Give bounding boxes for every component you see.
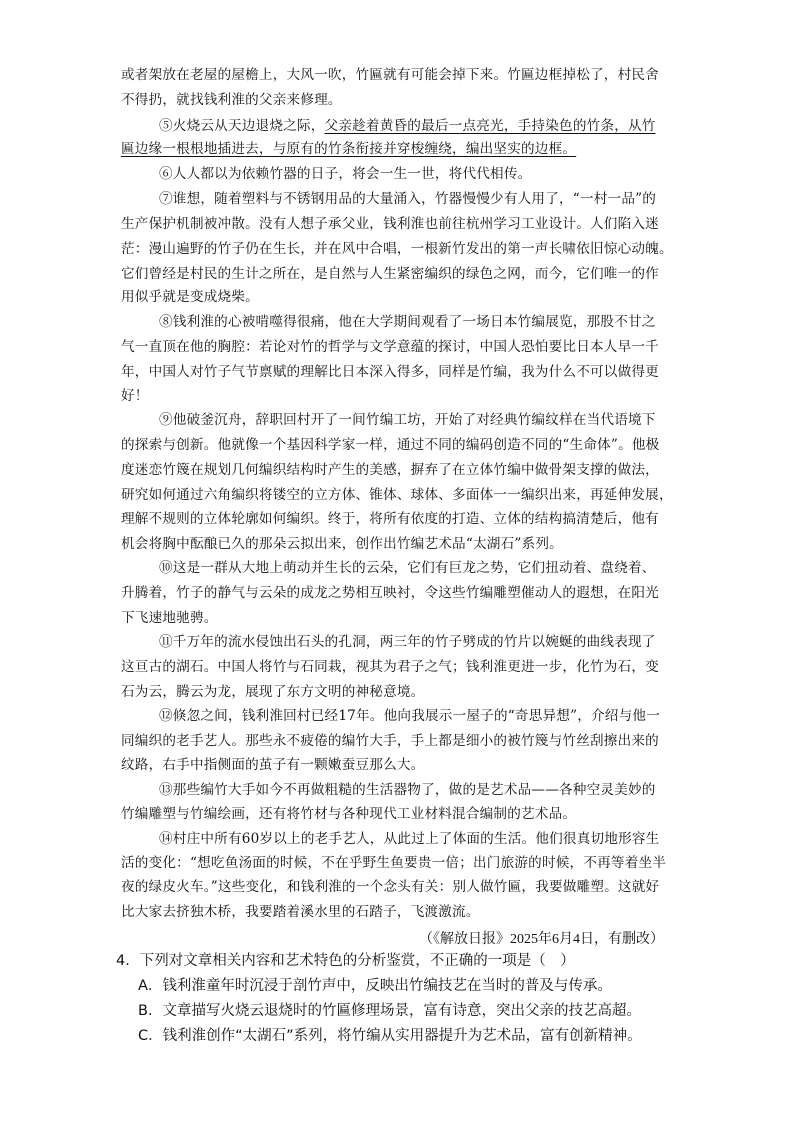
paragraph-line: 下飞速地驰骋。 — [121, 610, 218, 626]
paragraph-line: 理解不规则的立体轮廓如何编织。终于，将所有依度的打造、立体的结构搞清楚后，他有 — [121, 511, 659, 527]
paragraph-line: 竹编雕塑与竹编绘画，还有将竹材与各种现代工业材料混合编制的艺术品。 — [121, 806, 577, 822]
option-b[interactable]: B．文章描写火烧云退烧时的竹匾修理场景，富有诗意，突出父亲的技艺高超。 — [138, 1003, 641, 1019]
paragraph-line: 气一直顶在他的胸腔：若论对竹的哲学与文学意蕴的探讨，中国人恐怕要比日本人早一千 — [121, 339, 659, 355]
source-citation: （《解放日报》2025年6月4日，有删改） — [419, 932, 664, 947]
paragraph-10-line: ⑩这是一群从大地上萌动并生长的云朵，它们有巨龙之势，它们扭动着、盘绕着、 — [159, 560, 656, 576]
paragraph-14-line: ⑭村庄中所有60岁以上的老手艺人，从此过上了体面的生活。他们很真切地形容生 — [159, 831, 660, 847]
paragraph-line: 好！ — [121, 388, 149, 404]
paragraph-line: 夜的绿皮火车。”这些变化，和钱利淮的一个念头有关：别人做竹匾，我要做雕塑。这就好 — [121, 879, 660, 895]
underlined-text: 父亲趁着黄昏的最后一点亮光，手持染色的竹条，从竹 — [324, 118, 656, 134]
paragraph-9-line: ⑨他破釜沉舟，辞职回村开了一间竹编工坊，开始了对经典竹编纹样在当代语境下 — [159, 412, 656, 428]
paragraph-line: 研究如何通过六角编织将镂空的立方体、锥体、球体、多面体一一编织出来，再延伸发展， — [121, 487, 673, 503]
paragraph-11-line: ⑪千万年的流水侵蚀出石头的孔洞，两三年的竹子劈成的竹片以婉蜒的曲线表现了 — [159, 634, 656, 650]
paragraph-line: 活的变化：“想吃鱼汤面的时候，不在乎野生鱼要贵一倍；出门旅游的时候，不再等着坐半 — [121, 855, 667, 871]
paragraph-12-line: ⑫倏忽之间，钱利淮回村已经17年。他向我展示一屋子的“奇思异想”，介绍与他一 — [159, 708, 660, 724]
paragraph-line: 石为云，腾云为龙，展现了东方文明的神秘意境。 — [121, 684, 425, 700]
paragraph-line: 年，中国人对竹子气节禀赋的理解比日本深入得多，同样是竹编，我为什么不可以做得更 — [121, 364, 659, 380]
paragraph-5-underlined-line: 匾边缘一根根地插进去，与原有的竹条衔接并穿梭缠绕，编出坚实的边框。 — [121, 141, 577, 157]
paragraph-line: 用似乎就是变成烧柴。 — [121, 289, 259, 305]
paragraph-line: 同编织的老手艺人。那些永不疲倦的编竹大手，手上都是细小的被竹篾与竹丝刮擦出来的 — [121, 733, 659, 749]
paragraph-line: 或者架放在老屋的屋檐上，大风一吹，竹匾就有可能会掉下来。竹匾边框掉松了，村民舍 — [121, 67, 659, 83]
paragraph-line: 度迷恋竹篾在规划几何编织结构时产生的美感，摒弃了在立体竹编中做骨架支撑的做法， — [121, 462, 659, 478]
paragraph-line: 这亘古的湖石。中国人将竹与石同栽，视其为君子之气；钱利淮更进一步，化竹为石，变 — [121, 659, 659, 675]
paragraph-line: 生产保护机制被冲散。没有人想子承父业，钱利淮也前往杭州学习工业设计。人们陷入迷 — [121, 216, 659, 232]
option-c[interactable]: C．钱利淮创作“太湖石”系列，将竹编从实用器提升为艺术品，富有创新精神。 — [138, 1028, 642, 1044]
question-stem: 4．下列对文章相关内容和艺术特色的分析鉴赏，不正确的一项是（ ） — [116, 953, 575, 969]
paragraph-13-line: ⑬那些编竹大手如今不再做粗糙的生活器物了，做的是艺术品——各种空灵美妙的 — [159, 782, 656, 798]
paragraph-line: 茫：漫山遍野的竹子仍在生长，并在风中合唱，一根新竹发出的第一声长啸依旧惊心动魄。 — [121, 241, 673, 257]
paragraph-line: 的探索与创新。他就像一个基因科学家一样，通过不同的编码创造不同的“生命体”。他极 — [121, 437, 660, 453]
paragraph-line: 比大家去挤独木桥，我要踏着溪水里的石踏子，飞渡激流。 — [121, 904, 480, 920]
paragraph-line: 它们曾经是村民的生计之所在，是自然与人生紧密编织的绿色之网，而今，它们唯一的作 — [121, 266, 659, 282]
paragraph-8-line: ⑧钱利淮的心被啃噬得很痛，他在大学期间观看了一场日本竹编展览，那股不甘之 — [159, 314, 656, 330]
paragraph-line: 机会将胸中酝酿已久的那朵云拟出来，创作出竹编艺术品“太湖石”系列。 — [121, 536, 563, 552]
paragraph-7-line: ⑦谁想，随着塑料与不锈钢用品的大量涌入，竹器慢慢少有人用了，“一村一品”的 — [159, 191, 657, 207]
paragraph-line: 不得扔，就找钱利淮的父亲来修理。 — [121, 92, 342, 108]
paragraph-line: 纹路，右手中指侧面的茧子有一颗嫩蚕豆那么大。 — [121, 757, 425, 773]
paragraph-line: 升腾着，竹子的静气与云朵的成龙之势相互映衬，令这些竹编雕塑催动人的遐想，在阳光 — [121, 585, 659, 601]
paragraph-6-line: ⑥人人都以为依赖竹器的日子，将会一生一世，将代代相传。 — [159, 166, 532, 182]
paragraph-5-line: ⑤火烧云从天边退烧之际，父亲趁着黄昏的最后一点亮光，手持染色的竹条，从竹 — [159, 118, 656, 134]
option-a[interactable]: A．钱利淮童年时沉浸于剖竹声中，反映出竹编技艺在当时的普及与传承。 — [138, 978, 612, 994]
